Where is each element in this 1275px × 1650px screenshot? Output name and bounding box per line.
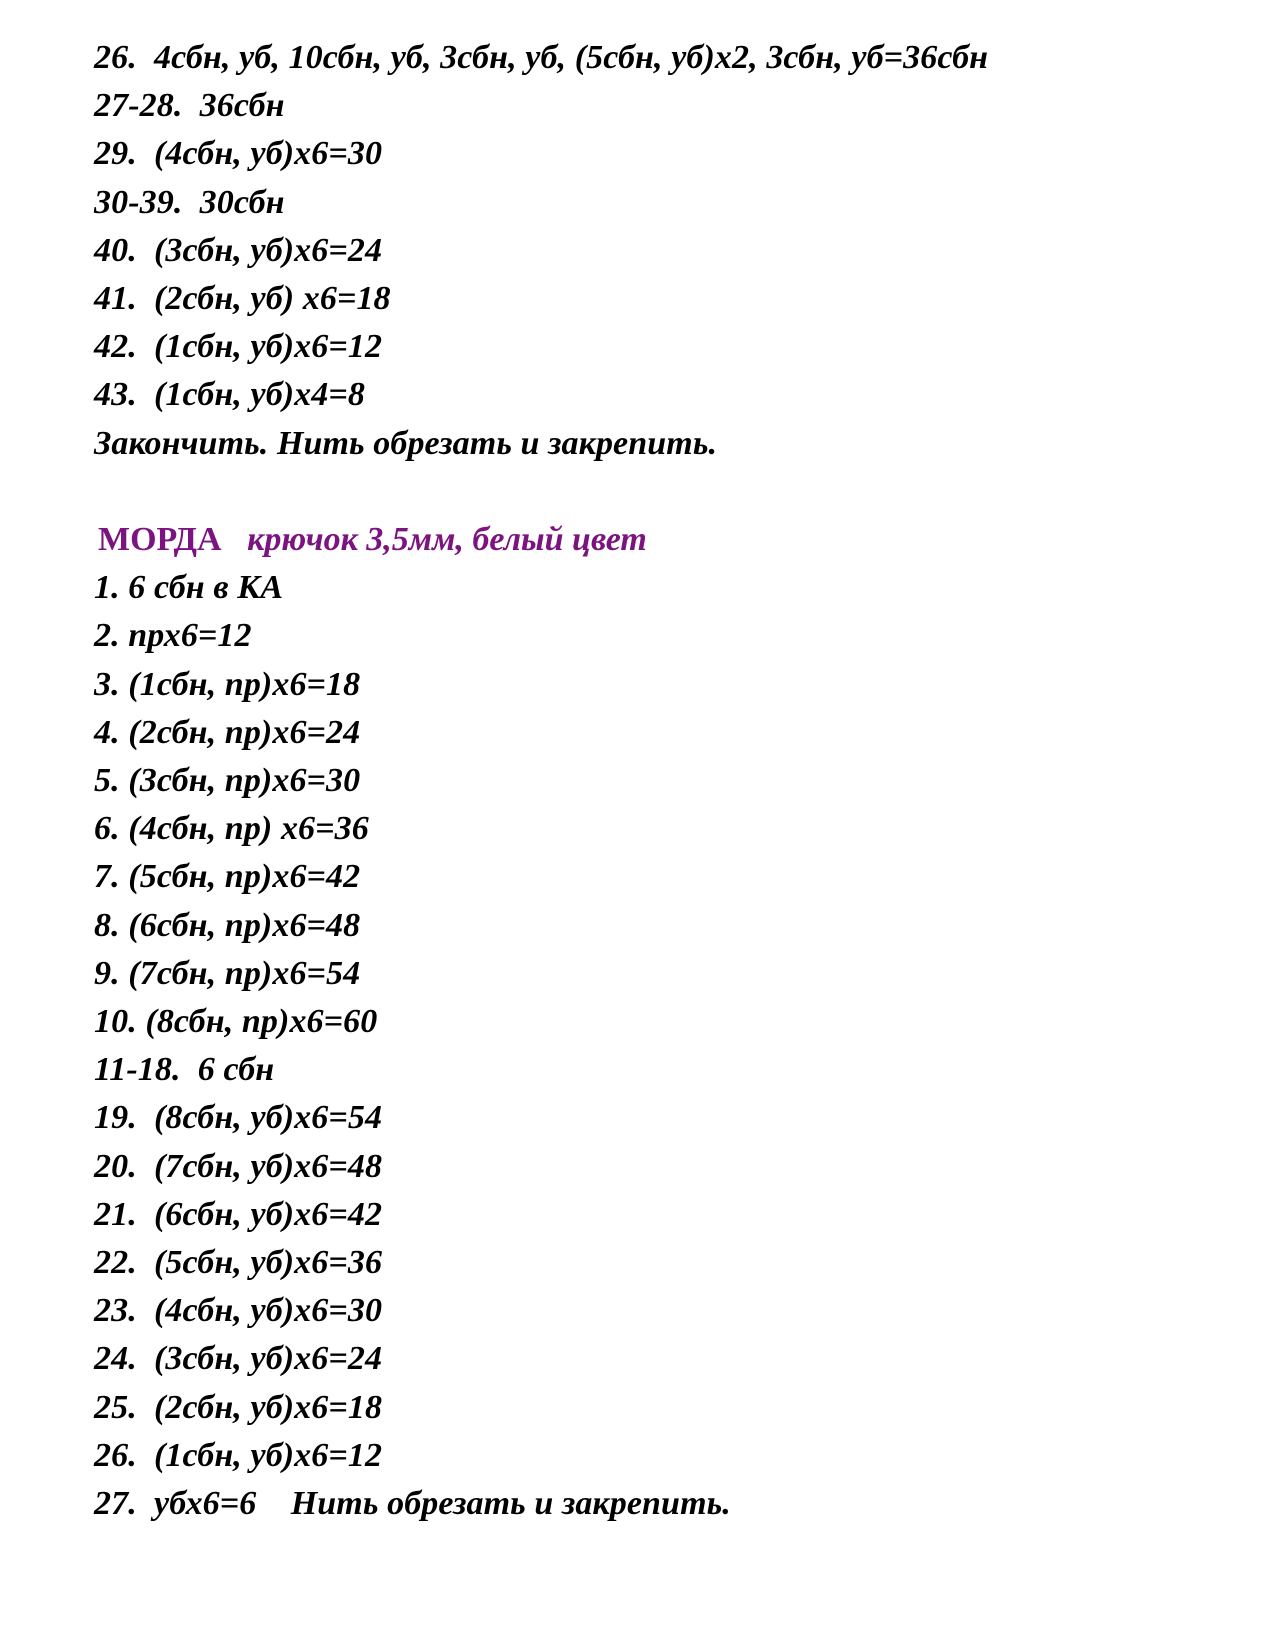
pattern-row: 21. (6сбн, уб)х6=42	[94, 1195, 383, 1233]
pattern-row: 22. (5сбн, уб)х6=36	[94, 1244, 383, 1282]
pattern-row: 8. (6сбн, пр)х6=48	[94, 906, 361, 944]
pattern-row: 29. (4сбн, уб)х6=30	[94, 135, 383, 173]
pattern-row: 4. (2сбн, пр)х6=24	[94, 713, 361, 751]
pattern-body	[94, 34, 1215, 1528]
pattern-row: 23. (4сбн, уб)х6=30	[94, 1292, 383, 1330]
pattern-row: 9. (7сбн, пр)х6=54	[94, 954, 361, 992]
pattern-row: 1. 6 сбн в КА	[94, 569, 284, 607]
pattern-row: 26. (1сбн, уб)х6=12	[94, 1436, 383, 1474]
pattern-row: 27-28. 36сбн	[94, 87, 285, 125]
pattern-row: 43. (1сбн, уб)х4=8	[94, 376, 365, 414]
section-title: МОРДА	[98, 521, 222, 559]
pattern-row: 3. (1сбн, пр)х6=18	[94, 665, 361, 703]
pattern-row: 6. (4сбн, пр) х6=36	[94, 810, 369, 848]
pattern-row: 26. 4сбн, уб, 10сбн, уб, 3сбн, уб, (5сбн, уб)х2, 3сбн, уб=36сбн	[94, 39, 989, 76]
pattern-row: 20. (7сбн, уб)х6=48	[94, 1147, 383, 1185]
pattern-row: 2. прх6=12	[94, 617, 252, 655]
pattern-row: 40. (3сбн, уб)х6=24	[94, 231, 383, 269]
pattern-row: 41. (2сбн, уб) х6=18	[94, 280, 391, 318]
pattern-row: 30-39. 30сбн	[94, 183, 285, 221]
section-heading-morda	[94, 516, 1215, 564]
pattern-row: 42. (1сбн, уб)х6=12	[94, 328, 383, 366]
section-gap	[94, 468, 1215, 516]
pattern-row: 5. (3сбн, пр)х6=30	[94, 762, 361, 800]
pattern-row-final: 27. убх6=6 Нить обрезать и закрепить.	[94, 1485, 731, 1523]
section-materials-note: крючок 3,5мм, белый цвет	[221, 521, 647, 559]
pattern-row: 7. (5сбн, пр)х6=42	[94, 858, 361, 896]
pattern-row: 19. (8сбн, уб)х6=54	[94, 1099, 383, 1137]
pattern-row: 25. (2сбн, уб)х6=18	[94, 1388, 383, 1426]
pattern-row: 10. (8сбн, пр)х6=60	[94, 1003, 378, 1041]
pattern-row: 11-18. 6 сбн	[94, 1051, 275, 1089]
finishing-note: Закончить. Нить обрезать и закрепить.	[94, 424, 718, 462]
pattern-row: 24. (3сбн, уб)х6=24	[94, 1340, 383, 1378]
